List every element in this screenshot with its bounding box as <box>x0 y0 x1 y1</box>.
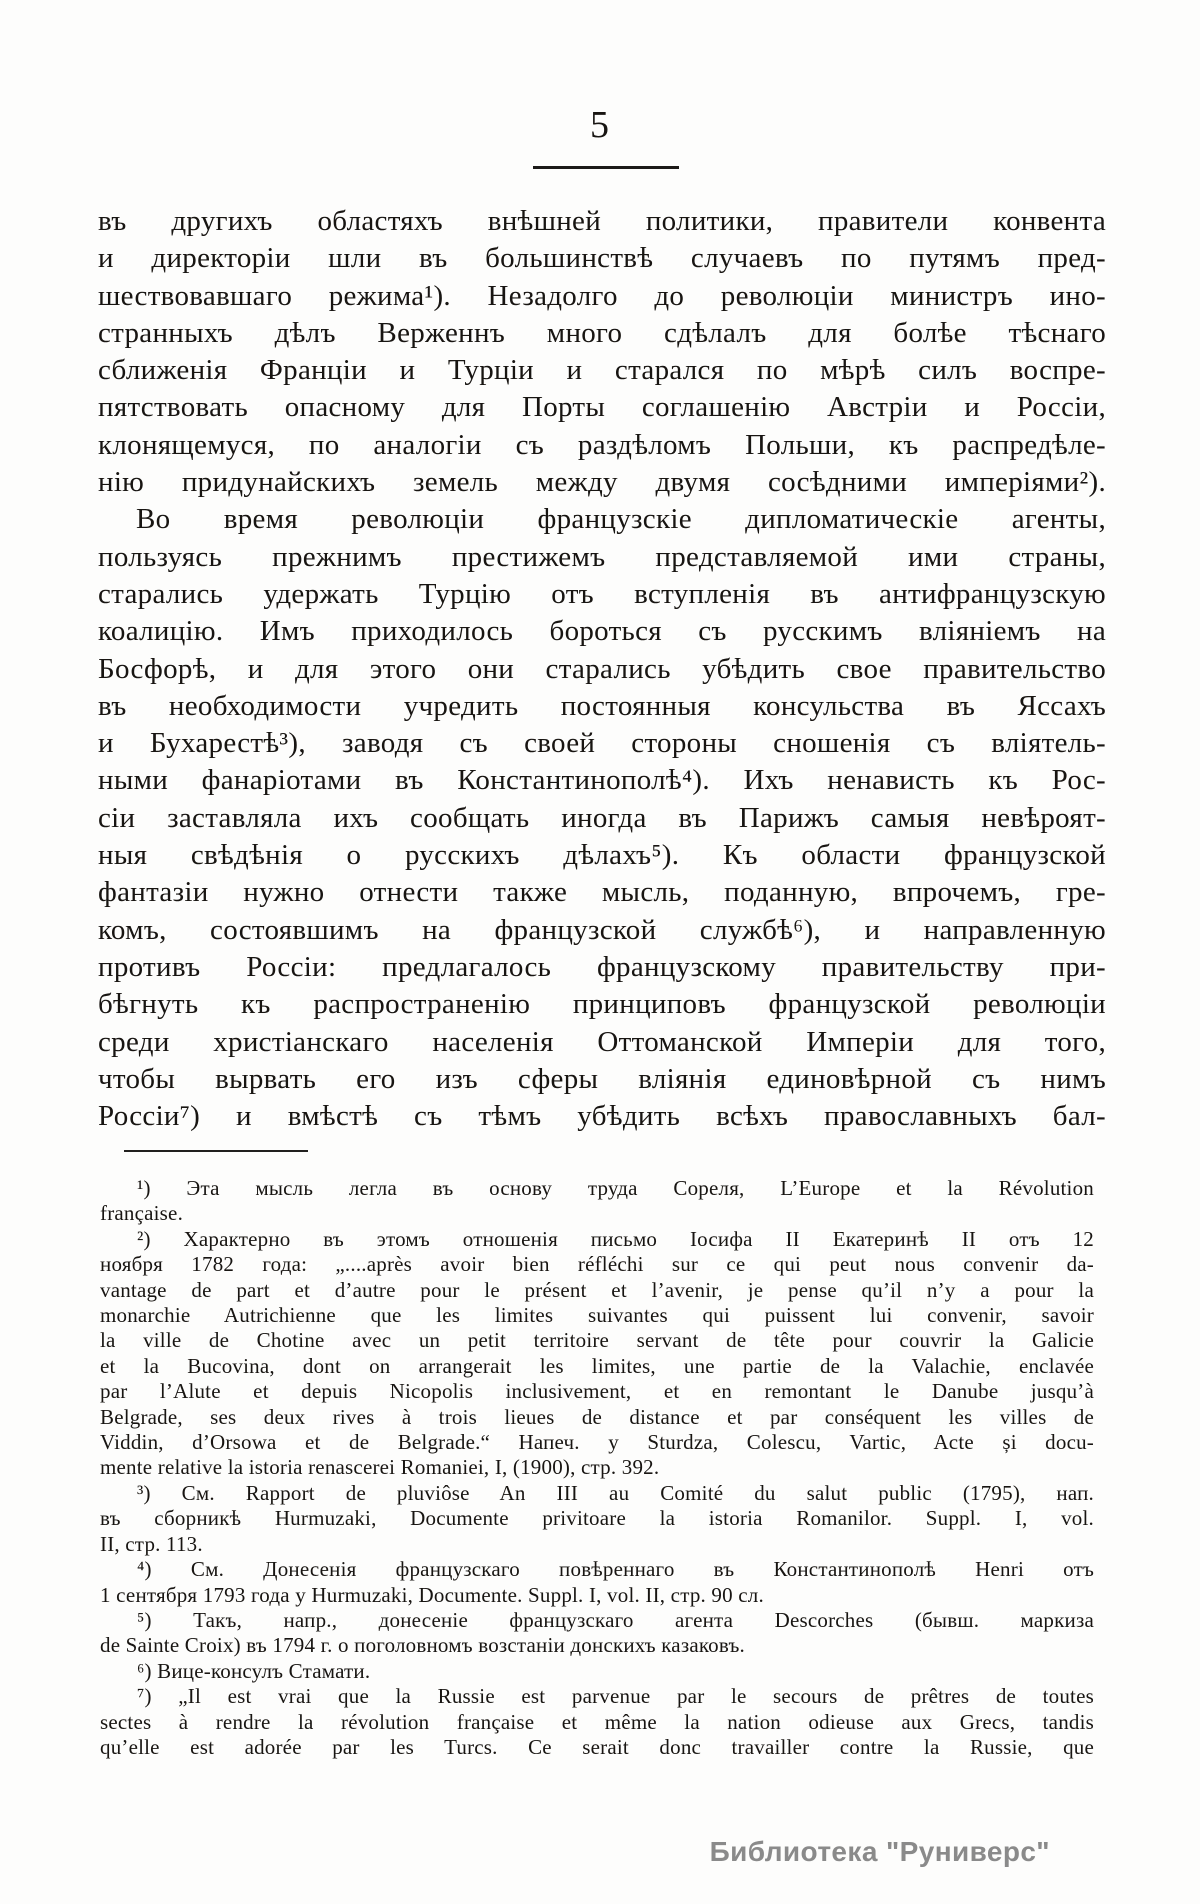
footnote-line: въ сборникѣ Hurmuzaki, Documente privitoare la istoria Romanilor. Suppl. I, vol. <box>100 1506 1094 1531</box>
footnote-line: Belgrade, ses deux rives à trois lieues de distance et par conséquent les villes de <box>100 1404 1094 1429</box>
footnote-line: qu’elle est adorée par les Turcs. Ce serait donc travailler contre la Russie, que <box>100 1734 1094 1759</box>
main-text-line: сіи заставляла ихъ сообщать иногда въ Парижъ самыя невѣроят- <box>98 801 1106 834</box>
main-text-block <box>98 203 1106 1135</box>
main-text-line: ными фанаріотами въ Константинополѣ⁴). Ихъ ненависть къ Рос- <box>98 764 1106 797</box>
main-text-line: странныхъ дѣлъ Верженнъ много сдѣлалъ для болѣе тѣснаго <box>98 316 1106 349</box>
main-text-line: чтобы вырвать его изъ сферы вліянія единовѣрной съ нимъ <box>98 1062 1106 1095</box>
footnote-line: vantage de part et d’autre pour le présent et l’avenir, je pense qu’il n’y a pour la <box>100 1277 1094 1302</box>
footnote-line: ²) Характерно въ этомъ отношенія письмо Іосифа II Екатеринѣ II отъ 12 <box>137 1226 1094 1251</box>
footnote-line: monarchie Autrichienne que les limites suivantes qui puissent lui convenir, savoir <box>100 1303 1094 1328</box>
main-text-line: комъ, состоявшимъ на французской службѣ⁶), и направленную <box>98 913 1106 946</box>
footnote-line: mente relative la istoria renascerei Romaniei, I, (1900), стр. 392. <box>100 1455 660 1480</box>
main-text-line: сближенія Франціи и Турціи и старался по мѣрѣ силъ воспре- <box>98 354 1106 387</box>
footnote-line: ³) См. Rapport de pluviôse An III au Comité du salut public (1795), нап. <box>137 1480 1094 1505</box>
main-text-line: Россіи⁷) и вмѣстѣ съ тѣмъ убѣдить всѣхъ православныхъ бал- <box>98 1100 1106 1133</box>
page-number: 5 <box>590 104 610 146</box>
page-number-rule <box>533 166 679 169</box>
main-text-line: ныя свѣдѣнія о русскихъ дѣлахъ⁵). Къ области французской <box>98 839 1106 872</box>
footnote-line: sectes à rendre la révolution française et même la nation odieuse aux Grecs, tandis <box>100 1709 1094 1734</box>
footnote-line: 1 сентября 1793 года у Hurmuzaki, Documente. Suppl. I, vol. II, стр. 90 сл. <box>100 1582 764 1607</box>
library-watermark: Библиотека "Руниверс" <box>709 1836 1050 1867</box>
main-text-line: старались удержать Турцію отъ вступленія въ антифранцузскую <box>98 577 1106 610</box>
footnote-line: de Sainte Croix) въ 1794 г. о поголовномъ возстаніи донскихъ казаковъ. <box>100 1633 745 1658</box>
main-text-line: и директоріи шли въ большинствѣ случаевъ по путямъ пред- <box>98 242 1106 275</box>
footnote-line: la ville de Chotine avec un petit territoire servant de tête pour couvrir la Galicie <box>100 1328 1094 1353</box>
main-text-line: коалицію. Имъ приходилось бороться съ русскимъ вліяніемъ на <box>98 615 1106 648</box>
main-text-line: среди христіанскаго населенія Оттоманской Имперіи для того, <box>98 1025 1106 1058</box>
main-text-line: Босфорѣ, и для этого они старались убѣдить свое правительство <box>98 652 1106 685</box>
main-text-line: и Бухарестѣ³), заводя съ своей стороны сношенія съ вліятель- <box>98 727 1106 760</box>
footnote-line: Viddin, d’Orsowa et de Belgrade.“ Напеч. у Sturdza, Colescu, Vartic, Acte și docu- <box>100 1430 1094 1455</box>
main-text-line: фантазіи нужно отнести также мысль, поданную, впрочемъ, гре- <box>98 876 1106 909</box>
main-text-line: пятствовать опасному для Порты соглашенію Австріи и Россіи, <box>98 391 1106 424</box>
footnote-line: et la Bucovina, dont on arrangerait les limites, une partie de la Valachie, enclavée <box>100 1353 1094 1378</box>
footnote-separator-rule <box>124 1150 308 1152</box>
footnotes-block <box>100 1176 1094 1760</box>
footnote-line: ⁷) „Il est vrai que la Russie est parvenue par le secours de prêtres de toutes <box>137 1684 1094 1709</box>
main-text-line: пользуясь прежнимъ престижемъ представляемой ими страны, <box>98 540 1106 573</box>
main-text-line: въ другихъ областяхъ внѣшней политики, правители конвента <box>98 205 1106 237</box>
footnote-line: II, стр. 113. <box>100 1531 203 1556</box>
footnote-line: ¹) Эта мысль легла въ основу труда Сореля, L’Europe et la Révolution <box>137 1176 1094 1200</box>
main-text-line: Во время революціи французскіе дипломатическіе агенты, <box>136 503 1106 536</box>
footnote-line: ноября 1782 года: „....après avoir bien réfléchi sur ce qui peut nous convenir da- <box>100 1252 1094 1277</box>
main-text-line: противъ Россіи: предлагалось французскому правительству при- <box>98 950 1106 983</box>
main-text-line: нію придунайскихъ земель между двумя сосѣдними имперіями²). <box>98 466 1106 499</box>
footnote-line: par l’Alute et depuis Nicopolis inclusivement, et en remontant le Danube jusqu’à <box>100 1379 1094 1404</box>
footnote-line: ⁶) Вице-консулъ Стамати. <box>137 1658 371 1683</box>
footnote-line: ⁵) Такъ, напр., донесеніе французскаго агента Descorches (бывш. маркиза <box>137 1607 1094 1632</box>
main-text-line: бѣгнуть къ распространенію принциповъ французской революціи <box>98 988 1106 1021</box>
main-text-line: въ необходимости учредить постоянныя консульства въ Яссахъ <box>98 689 1106 722</box>
main-text-line: шествовавшаго режима¹). Незадолго до революціи министръ ино- <box>98 279 1106 312</box>
footnote-line: ⁴) См. Донесенія французскаго повѣреннаго въ Константинополѣ Henri отъ <box>137 1557 1094 1582</box>
main-text-line: клонящемуся, по аналогіи съ раздѣломъ Польши, къ распредѣле- <box>98 428 1106 461</box>
footnote-line: française. <box>100 1201 184 1226</box>
